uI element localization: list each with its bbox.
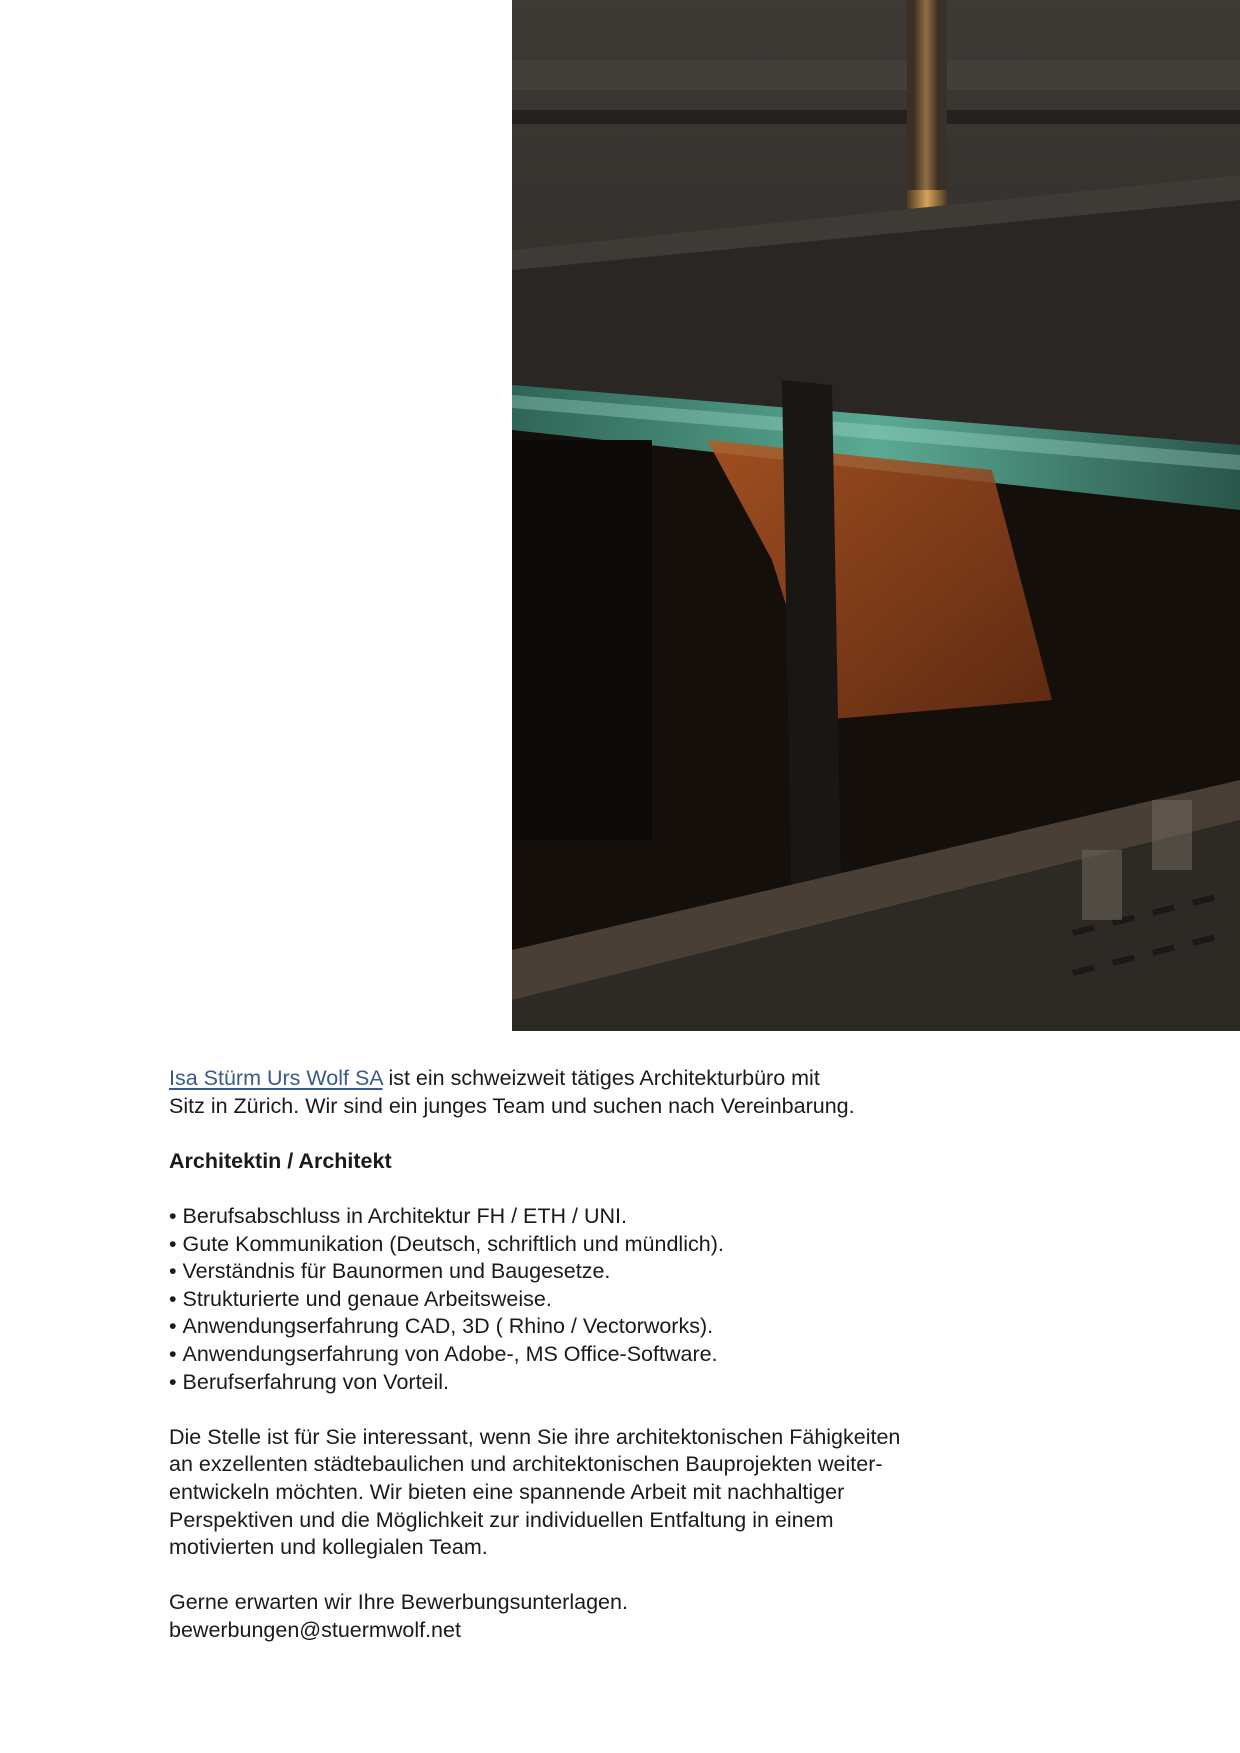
requirement-item: • Anwendungserfahrung CAD, 3D ( Rhino / Vectorworks). xyxy=(169,1313,1029,1341)
description-line: Die Stelle ist für Sie interessant, wenn Sie ihre architektonischen Fähigkeiten xyxy=(169,1424,901,1449)
description-line: entwickeln möchten. Wir bieten eine spannende Arbeit mit nachhaltiger xyxy=(169,1479,845,1504)
description-line: motivierten und kollegialen Team. xyxy=(169,1535,488,1560)
intro-line1-text: ist ein schweizweit tätiges Architekturbüro mit xyxy=(382,1066,820,1090)
company-link[interactable]: Isa Stürm Urs Wolf SA xyxy=(169,1066,383,1090)
requirements-list xyxy=(169,1203,1029,1396)
intro-line2-text: Sitz in Zürich. Wir sind ein junges Team und suchen nach Vereinbarung. xyxy=(169,1093,855,1118)
requirement-item: • Gute Kommunikation (Deutsch, schriftlich und mündlich). xyxy=(169,1231,1029,1259)
requirement-item: • Anwendungserfahrung von Adobe-, MS Office-Software. xyxy=(169,1341,1029,1369)
description-line: an exzellenten städtebaulichen und architektonischen Bauprojekten weiter- xyxy=(169,1452,883,1477)
email-link[interactable]: bewerbungen@stuermwolf.net xyxy=(169,1617,461,1642)
requirement-item: • Berufsabschluss in Architektur FH / ETH / UNI. xyxy=(169,1203,1029,1231)
requirement-item: • Strukturierte und genaue Arbeitsweise. xyxy=(169,1286,1029,1314)
architecture-photo-icon xyxy=(512,0,1240,1031)
job-title: Architektin / Architekt xyxy=(169,1148,392,1173)
description-paragraph xyxy=(169,1424,1029,1562)
description-line: Perspektiven und die Möglichkeit zur individuellen Entfaltung in einem xyxy=(169,1507,834,1532)
closing-text: Gerne erwarten wir Ihre Bewerbungsunterlagen. xyxy=(169,1590,628,1615)
requirement-item: • Verständnis für Baunormen und Baugesetze. xyxy=(169,1258,1029,1286)
hero-photo xyxy=(512,0,1240,1031)
closing-paragraph xyxy=(169,1589,1029,1644)
requirement-item: • Berufserfahrung von Vorteil. xyxy=(169,1369,1029,1397)
intro-paragraph xyxy=(169,1065,1029,1120)
job-posting-text xyxy=(169,1065,1029,1644)
